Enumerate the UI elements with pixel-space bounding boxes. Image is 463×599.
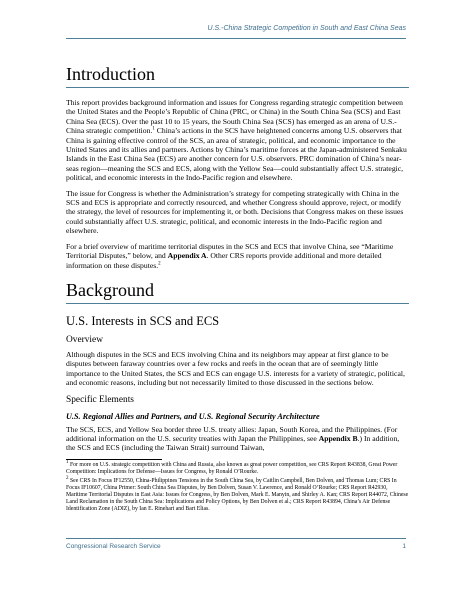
footnote-2-number: 2: [66, 476, 69, 482]
allies-heading: U.S. Regional Allies and Partners, and U.S. Regional Security Architecture: [66, 411, 320, 421]
introduction-heading: Introduction: [66, 64, 409, 88]
page-body: [66, 64, 409, 515]
footnote-1-number: 1: [66, 459, 69, 465]
footnote-ref-2[interactable]: 2: [158, 260, 161, 266]
overview-heading: Overview: [66, 334, 103, 345]
intro-p1-text-b: China’s actions in the SCS have heightened concerns among U.S. observers that China is gaining effective control of the SCS, an area of strategic, political, and economic importance to the United States and its allies and partners. Actions by China’s maritime forces at the Japan-administered Senkaku Islands in the East China Sea (ECS) are another concern for U.S. observers. PRC domination of China’s near-seas region—meaning the SCS and ECS, along with the Yellow Sea—could substantially affect U.S. strategic, political, and economic interests in the Indo-Pacific region and elsewhere.: [66, 126, 407, 183]
intro-p1-text-a: This report provides background information and issues for Congress regarding strategic competition between the United States and the People’s Republic of China (PRC, or China) in the South China Sea (SCS) and East China Sea (ECS). Over the past 10 to 15 years, the South China Sea (SCS) has emerged as an arena of U.S.-China strategic competition.: [66, 98, 403, 136]
page-footer: [66, 538, 406, 553]
intro-p3-text-b: . Other CRS reports provide additional and more detailed information on these disputes.: [66, 251, 382, 270]
appendix-b-link[interactable]: Appendix B: [318, 433, 358, 443]
appendix-a-link[interactable]: Appendix A: [167, 251, 207, 261]
footnote-1-text: For more on U.S. strategic competition with China and Russia, also known as great power competition, see CRS Report R43838, Great Power Competition: Implications for Defense—Issues for Congress, by Ronald O’Rourke.: [66, 461, 398, 475]
allies-text-a: The SCS, ECS, and Yellow Sea border three U.S. treaty allies: Japan, South Korea, and the Philippines. (For additional information on the U.S. security treaties with Japan the Philippines, see: [66, 424, 398, 443]
footer-org-name: Congressional Research Service: [66, 543, 161, 550]
background-heading: Background: [66, 280, 409, 304]
footnote-ref-1[interactable]: 1: [152, 126, 155, 132]
intro-paragraph-2: The issue for Congress is whether the Administration’s strategy for competing strategically with China in the SCS and ECS is appropriate and correctly resourced, and whether Congress should approve, reject, or modify the strategy, the level of resources for implementing it, or both. Decisions that Congress makes on these issues could substantially affect U.S. strategic, political, and economic interests in the Indo-Pacific region and elsewhere.: [66, 188, 404, 236]
allies-text-b: .) In addition, the SCS and ECS (including the Taiwan Strait) surround Taiwan,: [66, 433, 400, 453]
footnote-divider: [66, 459, 162, 460]
page-number: 1: [402, 543, 406, 550]
us-interests-heading: U.S. Interests in SCS and ECS: [66, 313, 220, 328]
running-title: U.S.-China Strategic Competition in South and East China Seas: [207, 25, 406, 32]
intro-p3-text-a: For a brief overview of maritime territorial disputes in the SCS and ECS that involve China, see “Maritime Territorial Disputes,” below, and: [66, 241, 394, 261]
intro-paragraph-1: [66, 98, 409, 183]
allies-paragraph: [66, 425, 409, 453]
overview-paragraph: Although disputes in the SCS and ECS involving China and its neighbors may appear at first glance to be disputes between faraway countries over a few rocks and reefs in the ocean that are of seemingly little importance to the United States, the SCS and ECS can engage U.S. interests for a variety of strategic, political, and economic reasons, including but not necessarily limited to those discussed in the sections below.: [66, 349, 405, 388]
footnote-2-text: See CRS In Focus IF12550, China-Philippines Tensions in the South China Sea, by Caitlin Campbell, Ben Dolven, and Thomas Lum; CRS In Focus IF10607, China Primer: South China Sea Disputes, by Ben Dolven, Susan V. Lawrence, and Ronald O’Rourke; CRS Report R42930, Maritime Territorial Disputes in East Asia: Issues for Congress, by Ben Dolven, Mark E. Manyin, and Shirley A. Kan; CRS Report R44072, Chinese Land Reclamation in the South China Sea: Implications and Policy Options, by Ben Dolven et al.; CRS Report R43894, China’s Air Defense Identification Zone (ADIZ), by Ian E. Rinehart and Bart Elias.: [66, 477, 409, 513]
footnote-1: [66, 459, 409, 476]
footnote-2: [66, 478, 409, 513]
intro-paragraph-3: [66, 242, 409, 270]
running-header: [66, 24, 406, 39]
specific-elements-heading: Specific Elements: [66, 394, 134, 405]
